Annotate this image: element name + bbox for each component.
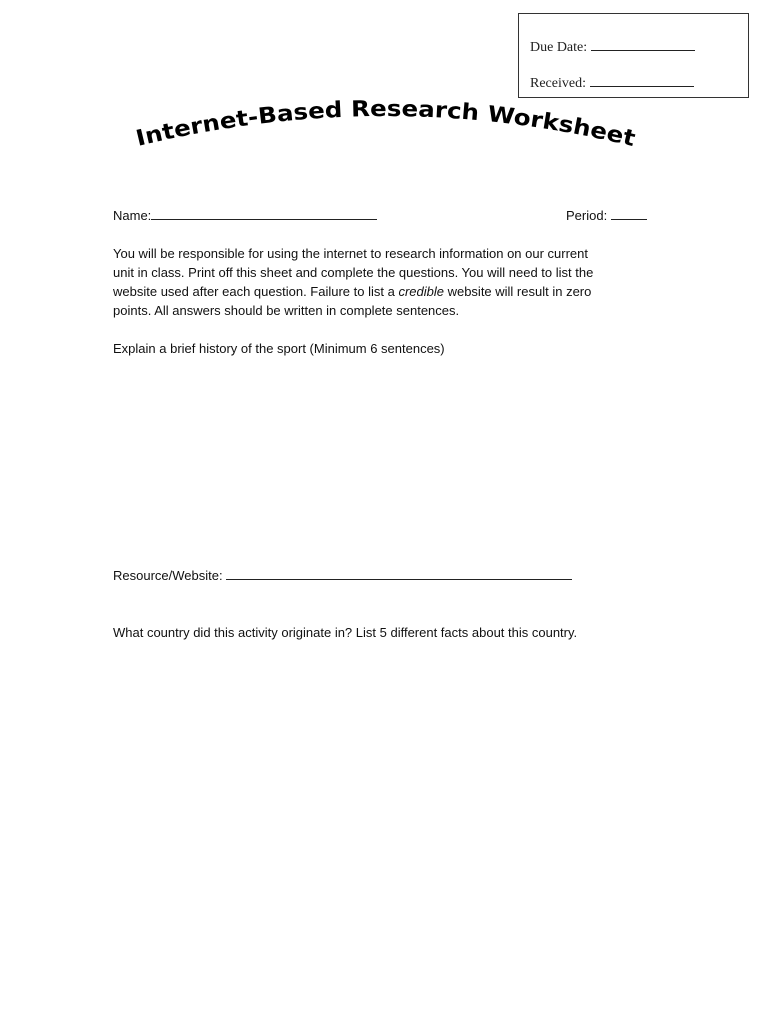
received-field[interactable] — [590, 74, 694, 87]
instructions-line-3-end: website will result in zero — [443, 284, 592, 299]
question-2: What country did this activity originate in? List 5 different facts about this country. — [113, 625, 578, 640]
worksheet-title-text: Internet-Based Research Worksheet — [133, 96, 637, 152]
instructions-paragraph — [113, 244, 653, 320]
instructions-line-4: points. All answers should be written in complete sentences. — [113, 303, 460, 318]
resource-row — [113, 566, 572, 585]
instructions-line-3-start: website used after each question. Failure to list a — [113, 284, 399, 299]
name-label: Name: — [113, 208, 152, 223]
instructions-line-1: You will be responsible for using the internet to research information on our current — [113, 246, 589, 261]
received-label: Received: — [530, 76, 586, 91]
resource-field[interactable] — [226, 566, 572, 580]
resource-label: Resource/Website: — [113, 568, 223, 583]
credible-emphasis: credible — [398, 284, 444, 299]
instructions-line-2: unit in class. Print off this sheet and complete the questions. You will need to list the — [113, 265, 594, 280]
due-date-box — [518, 13, 749, 98]
question-1: Explain a brief history of the sport (Minimum 6 sentences) — [113, 341, 445, 356]
svg-text:Internet-Based Research Worksh — [134, 97, 638, 152]
period-label: Period: — [566, 208, 608, 223]
period-row — [566, 206, 647, 225]
due-date-label: Due Date: — [530, 40, 588, 55]
instructions-line-3 — [113, 282, 653, 301]
worksheet-title — [120, 88, 650, 168]
period-field[interactable] — [611, 206, 647, 220]
name-row — [113, 206, 377, 225]
due-date-field[interactable] — [591, 38, 695, 51]
name-field[interactable] — [151, 206, 377, 220]
due-date-row — [530, 38, 695, 56]
